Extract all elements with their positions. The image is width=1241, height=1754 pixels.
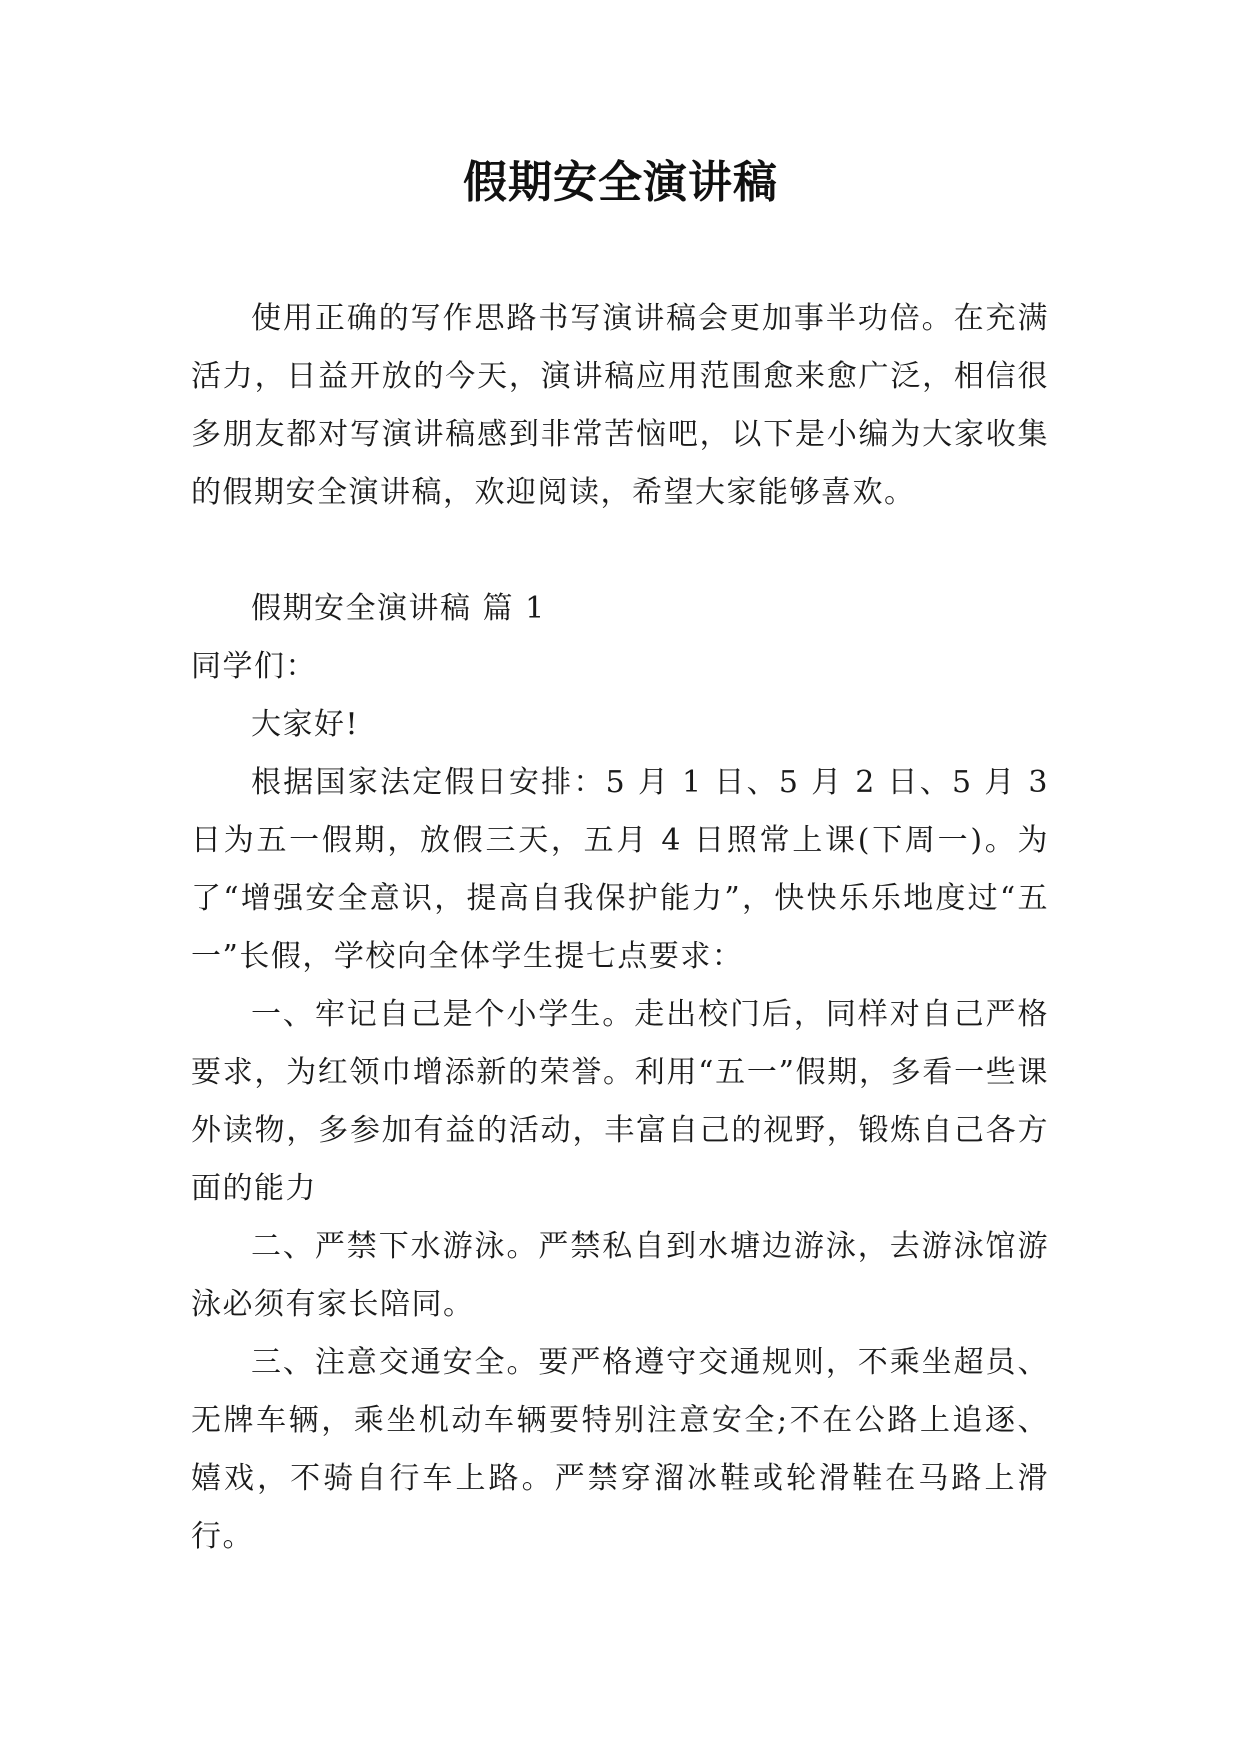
document-title: 假期安全演讲稿 [463, 157, 778, 208]
body-paragraph-1: 根据国家法定假日安排：5 月 1 日、5 月 2 日、5 月 3 日为五一假期，放假三天，五月 4 日照常上课(下周一)。为了“增强安全意识，提高自我保护能力”，快快乐乐地度过“五一”长假，学校向全体学生提七点要求： [191, 765, 1049, 974]
body-paragraph-4: 三、注意交通安全。要严格遵守交通规则，不乘坐超员、无牌车辆，乘坐机动车辆要特别注意安全;不在公路上追逐、嬉戏，不骑自行车上路。严禁穿溜冰鞋或轮滑鞋在马路上滑行。 [191, 1345, 1049, 1554]
paragraph-gap [191, 522, 1049, 580]
salutation: 同学们： [191, 649, 317, 684]
greeting: 大家好! [251, 707, 360, 742]
intro-paragraph: 使用正确的写作思路书写演讲稿会更加事半功倍。在充满活力，日益开放的今天，演讲稿应用范围愈来愈广泛，相信很多朋友都对写演讲稿感到非常苦恼吧，以下是小编为大家收集的假期安全演讲稿，欢迎阅读，希望大家能够喜欢。 [191, 301, 1049, 510]
body-paragraph-3: 二、严禁下水游泳。严禁私自到水塘边游泳，去游泳馆游泳必须有家长陪同。 [191, 1229, 1049, 1322]
document-body [191, 290, 1049, 1566]
body-paragraph-2: 一、牢记自己是个小学生。走出校门后，同样对自己严格要求，为红领巾增添新的荣誉。利用“五一”假期，多看一些课外读物，多参加有益的活动，丰富自己的视野，锻炼自己各方面的能力 [191, 997, 1049, 1206]
section-heading: 假期安全演讲稿 篇 1 [251, 591, 546, 626]
